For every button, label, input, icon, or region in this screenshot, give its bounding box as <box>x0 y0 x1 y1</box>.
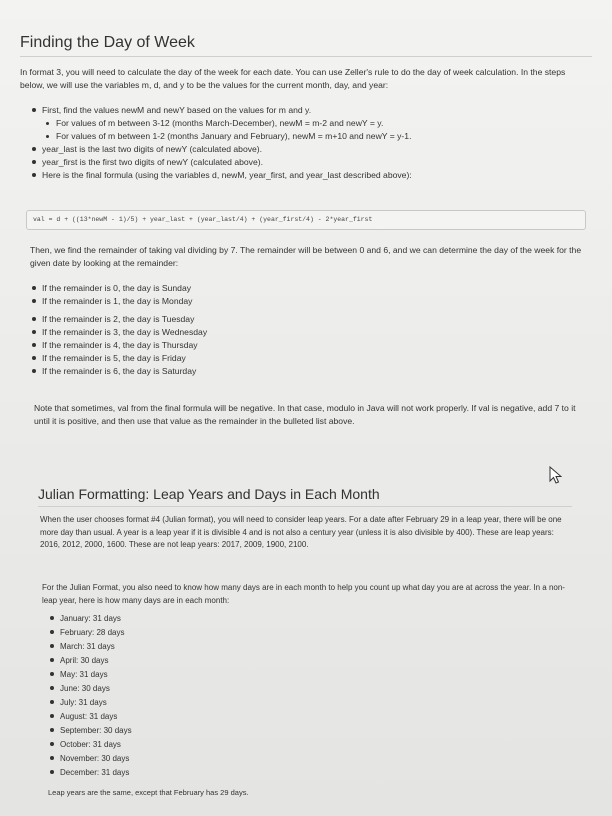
mouse-pointer-icon <box>548 466 562 484</box>
julian-title-divider <box>38 506 572 507</box>
remainder-intro-block <box>30 244 588 270</box>
leap-year-paragraph: When the user chooses format #4 (Julian format), you will need to consider leap years. For a date after February 29 in a leap year, there will be one more day than usual. A year is a leap year if it is divisible 4 and is not also a century year (unless it is also divisible by 400). These are leap years: 2016, 2012, 2000, 1600. These are not leap years: 2017, 2009, 1900, 2100. <box>40 515 562 549</box>
remainder-item: If the remainder is 2, the day is Tuesday <box>30 313 588 326</box>
step-subitem: For values of m between 1-2 (months January and February), newM = m+10 and newY = y-1. <box>30 130 588 143</box>
steps-list-wrap <box>30 104 588 182</box>
month-item: November: 30 days <box>48 752 588 766</box>
section-day-of-week <box>20 34 588 52</box>
remainder-item: If the remainder is 6, the day is Saturday <box>30 365 588 378</box>
month-item: December: 31 days <box>48 766 588 780</box>
step-item: First, find the values newM and newY based on the values for m and y. <box>30 104 588 117</box>
section-title-day-of-week: Finding the Day of Week <box>20 34 195 51</box>
remainder-intro-paragraph: Then, we find the remainder of taking val dividing by 7. The remainder will be between 0 and 6, and we can determine the day of the week for the given date by looking at the remainder: <box>30 245 582 268</box>
months-list <box>48 612 588 780</box>
title-divider <box>20 56 592 57</box>
intro-block <box>20 66 588 92</box>
remainder-item: If the remainder is 3, the day is Wednesday <box>30 326 588 339</box>
step-item: year_first is the first two digits of newY (calculated above). <box>30 156 588 169</box>
formula-block <box>26 210 586 230</box>
formula-code: val = d + ((13*newM - 1)/5) + year_last + (year_last/4) + (year_first/4) - 2*year_first <box>26 210 586 230</box>
step-subitem: For values of m between 3-12 (months March-December), newM = m-2 and newY = y. <box>30 117 588 130</box>
footer-note: Leap years are the same, except that February has 29 days. <box>48 788 249 797</box>
month-item: June: 30 days <box>48 682 588 696</box>
leap-year-block <box>40 514 566 552</box>
note-paragraph: Note that sometimes, val from the final formula will be negative. In that case, modulo in Java will not work properly. If val is negative, add 7 to it until it is positive, and then use that value as the remainder in the bulleted list above. <box>34 403 576 426</box>
remainder-item: If the remainder is 5, the day is Friday <box>30 352 588 365</box>
days-intro-paragraph: For the Julian Format, you also need to know how many days are in each month to help you count up what day you are at across the year. In a non-leap year, here is how many days are in each month: <box>42 583 565 605</box>
months-list-wrap <box>48 612 588 780</box>
steps-list <box>30 104 588 182</box>
month-item: April: 30 days <box>48 654 588 668</box>
month-item: March: 31 days <box>48 640 588 654</box>
remainder-list <box>30 282 588 378</box>
month-item: September: 30 days <box>48 724 588 738</box>
step-item: year_last is the last two digits of newY (calculated above). <box>30 143 588 156</box>
remainder-item: If the remainder is 4, the day is Thursday <box>30 339 588 352</box>
footer-note-block <box>48 786 588 799</box>
note-block <box>34 402 588 428</box>
days-intro-block <box>42 582 566 607</box>
remainder-item: If the remainder is 0, the day is Sunday <box>30 282 588 295</box>
month-item: July: 31 days <box>48 696 588 710</box>
month-item: May: 31 days <box>48 668 588 682</box>
intro-paragraph: In format 3, you will need to calculate the day of the week for each date. You can use Zeller's rule to do the day of week calculation. In the steps below, we will use the variables m, d, and y to be the values for the current month, day, and year: <box>20 67 566 90</box>
section-julian <box>38 486 588 502</box>
remainder-list-wrap <box>30 282 588 378</box>
month-item: October: 31 days <box>48 738 588 752</box>
step-item: Here is the final formula (using the variables d, newM, year_first, and year_last described above): <box>30 169 588 182</box>
section-title-julian: Julian Formatting: Leap Years and Days in Each Month <box>38 486 380 502</box>
month-item: February: 28 days <box>48 626 588 640</box>
remainder-item: If the remainder is 1, the day is Monday <box>30 295 588 308</box>
month-item: August: 31 days <box>48 710 588 724</box>
month-item: January: 31 days <box>48 612 588 626</box>
